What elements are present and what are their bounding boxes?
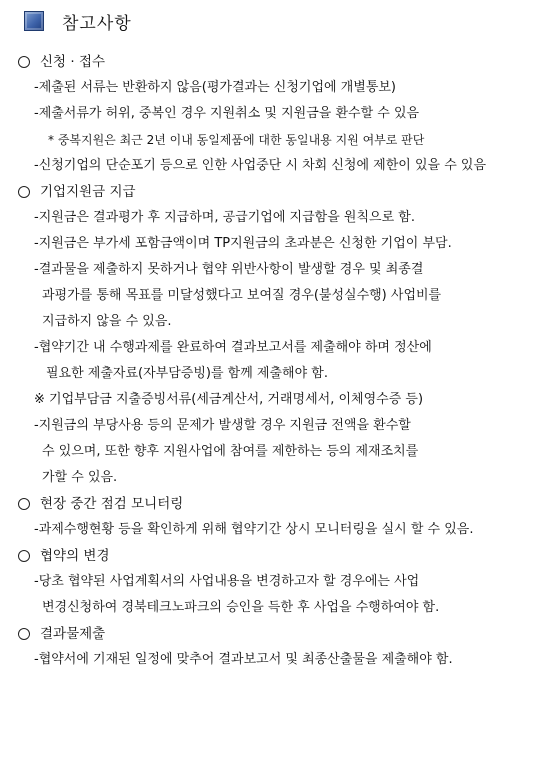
reference-note: ※ 기업부담금 지출증빙서류(세금계산서, 거래명세서, 이체영수증 등) <box>34 392 424 407</box>
section-heading-subsidy-payment <box>18 184 136 200</box>
section-title: 결과물제출 <box>40 626 106 642</box>
section-heading-deliverables <box>18 626 105 642</box>
section-title: 기업지원금 지급 <box>40 184 136 200</box>
list-item-continuation: 가할 수 있음. <box>42 470 118 485</box>
list-item-continuation: 필요한 제출자료(자부담증빙)를 함께 제출해야 함. <box>46 366 328 381</box>
section-heading-monitoring <box>18 496 183 512</box>
hollow-circle-bullet-icon <box>18 498 30 510</box>
section-title: 현장 중간 점검 모니터링 <box>40 496 184 512</box>
list-item: -지원금의 부당사용 등의 문제가 발생할 경우 지원금 전액을 환수할 <box>34 418 411 433</box>
list-item: -결과물을 제출하지 못하거나 협약 위반사항이 발생할 경우 및 최종결 <box>34 262 424 277</box>
list-item: -당초 협약된 사업계획서의 사업내용을 변경하고자 할 경우에는 사업 <box>34 574 420 589</box>
page-header <box>24 8 132 34</box>
list-item: -지원금은 부가세 포함금액이며 TP지원금의 초과분은 신청한 기업이 부담. <box>34 236 452 251</box>
list-item: -협약서에 기재된 일정에 맞추어 결과보고서 및 최종산출물을 제출해야 함. <box>34 652 453 667</box>
section-heading-agreement-change <box>18 548 110 564</box>
section-title: 신청 · 접수 <box>40 54 106 70</box>
hollow-circle-bullet-icon <box>18 628 30 640</box>
list-item-continuation: 변경신청하여 경북테크노파크의 승인을 득한 후 사업을 수행하여야 함. <box>42 600 440 615</box>
list-item: -과제수행현황 등을 확인하게 위해 협약기간 상시 모니터링을 실시 할 수 있음. <box>34 522 474 537</box>
list-item: -제출된 서류는 반환하지 않음(평가결과는 신청기업에 개별통보) <box>34 80 397 95</box>
hollow-circle-bullet-icon <box>18 550 30 562</box>
list-item-continuation: 지급하지 않을 수 있음. <box>42 314 172 329</box>
hollow-circle-bullet-icon <box>18 186 30 198</box>
list-item-continuation: 과평가를 통해 목표를 미달성했다고 보여질 경우(불성실수행) 사업비를 <box>42 288 442 303</box>
blue-square-bullet-icon <box>24 11 44 31</box>
section-title: 협약의 변경 <box>40 548 110 564</box>
list-item: -협약기간 내 수행과제를 완료하여 결과보고서를 제출해야 하며 정산에 <box>34 340 432 355</box>
hollow-circle-bullet-icon <box>18 56 30 68</box>
list-item-continuation: 수 있으며, 또한 향후 지원사업에 참여를 제한하는 등의 제재조치를 <box>42 444 419 459</box>
note-line: * 중복지원은 최근 2년 이내 동일제품에 대한 동일내용 지원 여부로 판단 <box>48 133 425 147</box>
list-item: -신청기업의 단순포기 등으로 인한 사업중단 시 차회 신청에 제한이 있을 수 있음 <box>34 158 487 173</box>
list-item: -제출서류가 허위, 중복인 경우 지원취소 및 지원금을 환수할 수 있음 <box>34 106 420 121</box>
page-title: 참고사항 <box>62 13 132 34</box>
section-heading-application <box>18 54 105 70</box>
list-item: -지원금은 결과평가 후 지급하며, 공급기업에 지급함을 원칙으로 함. <box>34 210 415 225</box>
